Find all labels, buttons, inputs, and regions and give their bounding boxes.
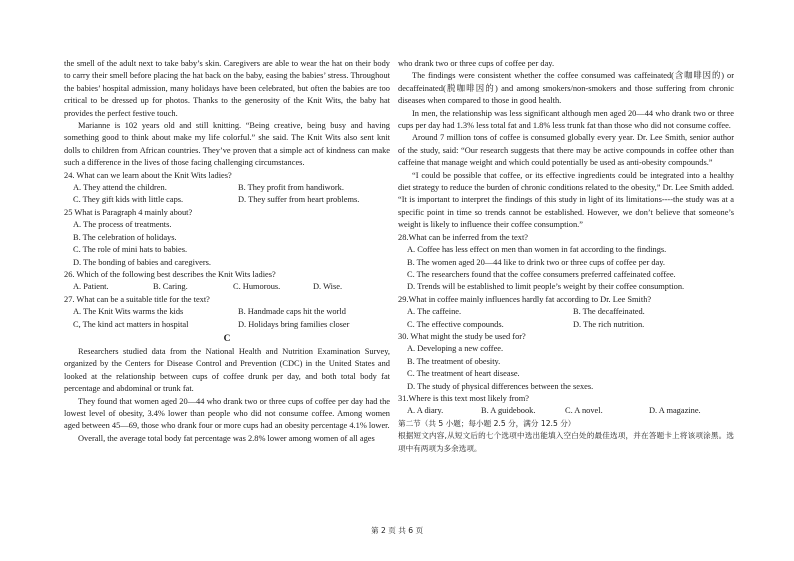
question-27-options [73,306,390,331]
option-b: B. They profit from handiwork. [238,183,344,193]
question-28-options [407,244,734,294]
option-a: A. Patient. [73,282,109,292]
passage-paragraph: Marianne is 102 years old and still knitting. “Being creative, being busy and having something good to think about make my life colorful.” she said. The Knit Wits also sent knit dolls to children from African countries. They’ve proven that a simple act of kindness can make such a difference in the lives of those facing challenging circumstances. [64,121,390,168]
page-number: 第 2 页 共 6 页 [370,526,424,535]
question-26-options [73,281,390,293]
option-b: B. The treatment of obesity. [407,356,501,366]
option-c: C. The effective compounds. [407,319,504,329]
question-26-stem: 26. Which of the following best describes the Knit Wits ladies? [64,269,276,279]
passage-paragraph: Around 7 million tons of coffee is consumed globally every year. Dr. Lee Smith, senior author of the study, said: “Our research suggests that there may be active compounds in coffee other than caffeine that manage weight and which could potentially be used as anti-obesity compounds.” [398,133,734,168]
question-24-stem: 24. What can we learn about the Knit Wits ladies? [64,170,232,180]
passage-paragraph: Researchers studied data from the National Health and Nutrition Examination Survey, organized by the Centers for Disease Control and Prevention (CDC) in the United States and looked at the relationship between cups of coffee drunk per day, and both total body fat percentage and abdominal or trunk fat. [64,346,390,394]
passage-paragraph: They found that women aged 20—44 who drank two or three cups of coffee per day had the lowest level of obesity, 3.4% lower than people who did not consume coffee. Among women aged between 45—69, those who drank four or more cups had an obesity percentage 4.1% lower. [64,396,390,431]
section-2-title: 第二节（共 5 小题；每小题 2.5 分，满分 12.5 分） [398,418,576,428]
section-c-heading: C [223,333,231,344]
question-27-stem: 27. What can be a suitable title for the text? [64,294,210,304]
question-31-options [407,405,734,417]
left-column [64,58,390,445]
option-d: D. They suffer from heart problems. [238,195,360,205]
option-d: D. Trends will be established to limit people’s weight by their coffee consumption. [407,282,685,292]
option-a: A. The caffeine. [407,307,462,317]
question-28-stem: 28.What can be inferred from the text? [398,232,528,242]
option-b: B. Caring. [153,282,188,292]
question-30-options [407,343,734,393]
passage-paragraph: The findings were consistent whether the coffee consumed was caffeinated(含咖啡因的) or decaffeinated(脱咖啡因的) and among smokers/non-smokers and those suffering from chronic diseases when compared to those in good health. [398,71,734,106]
option-c: C. The treatment of heart disease. [407,369,520,379]
question-31-stem: 31.Where is this text most likely from? [398,393,529,403]
option-a: A. A diary. [407,406,444,416]
option-a: A. The process of treatments. [73,220,172,230]
option-c: C. The researchers found that the coffee consumers preferred caffeinated coffee. [407,269,676,279]
option-d: D. The bonding of babies and caregivers. [73,257,211,267]
option-d: D. Holidays bring families closer [238,319,350,329]
passage-paragraph: “I could be possible that coffee, or its effective ingredients could be integrated into a healthy diet strategy to reduce the burden of chronic conditions related to the obesity,” Dr. Lee Smith added. “It is important to interpret the findings of this study in light of its limitations----the study was at a specific point in time so trends cannot be established. However, we don’t believe that someone’s weight is likely to influence their coffee consumption.” [398,170,734,230]
option-c: C, The kind act matters in hospital [73,319,189,329]
question-24-options [73,182,390,207]
section-2-instructions: 根据短文内容,从短文后的七个选项中选出能填入空白处的最佳选项，并在答题卡上将该项涂黑。选项中有两项为多余选项。 [398,431,734,453]
passage-paragraph: who drank two or three cups of coffee per day. [398,59,555,68]
option-c: C. They gift kids with little caps. [73,195,184,205]
question-25-options [73,219,390,269]
option-a: A. They attend the children. [73,183,167,193]
option-b: B. The decaffeinated. [573,307,645,317]
option-c: C. Humorous. [233,282,281,292]
option-b: B. The women aged 20—44 like to drink two or three cups of coffee per day. [407,257,665,267]
question-25-stem: 25 What is Paragraph 4 mainly about? [64,207,193,217]
passage-paragraph: In men, the relationship was less significant although men aged 20—44 who drank two or three cups per day had 1.3% less total fat and 1.8% less trunk fat than those who did not consume coffee. [398,108,734,131]
question-29-options [407,306,734,331]
passage-paragraph: Overall, the average total body fat percentage was 2.8% lower among women of all ages [78,433,375,443]
option-a: A. The Knit Wits warms the kids [73,307,184,317]
option-b: B. Handmade caps hit the world [238,307,346,317]
option-b: B. The celebration of holidays. [73,232,177,242]
option-c: C. The role of mini hats to babies. [73,245,188,255]
option-b: B. A guidebook. [481,406,536,416]
option-c: C. A novel. [565,406,603,416]
right-column [398,58,734,455]
option-d: D. The rich nutrition. [573,319,645,329]
option-d: D. A magazine. [649,406,701,416]
option-a: A. Developing a new coffee. [407,344,504,354]
question-29-stem: 29.What in coffee mainly influences hardly fat according to Dr. Lee Smith? [398,294,652,304]
option-a: A. Coffee has less effect on men than women in fat according to the findings. [407,245,667,255]
question-30-stem: 30. What might the study be used for? [398,331,526,341]
passage-paragraph: the smell of the adult next to take baby’s skin. Caregivers are able to wear the hat on their body to carry their smell before placing the hat back on the baby, easing the babies’ stress. Throughout the babies’ hospital admission, many holidays have been celebrated, but often the babies are too critical to be dressed up for photos. Thanks to the generosity of the Knit Wits, the baby hat provides the perfect festive touch. [64,59,390,118]
option-d: D. Wise. [313,282,343,292]
option-d: D. The study of physical differences between the sexes. [407,381,594,391]
